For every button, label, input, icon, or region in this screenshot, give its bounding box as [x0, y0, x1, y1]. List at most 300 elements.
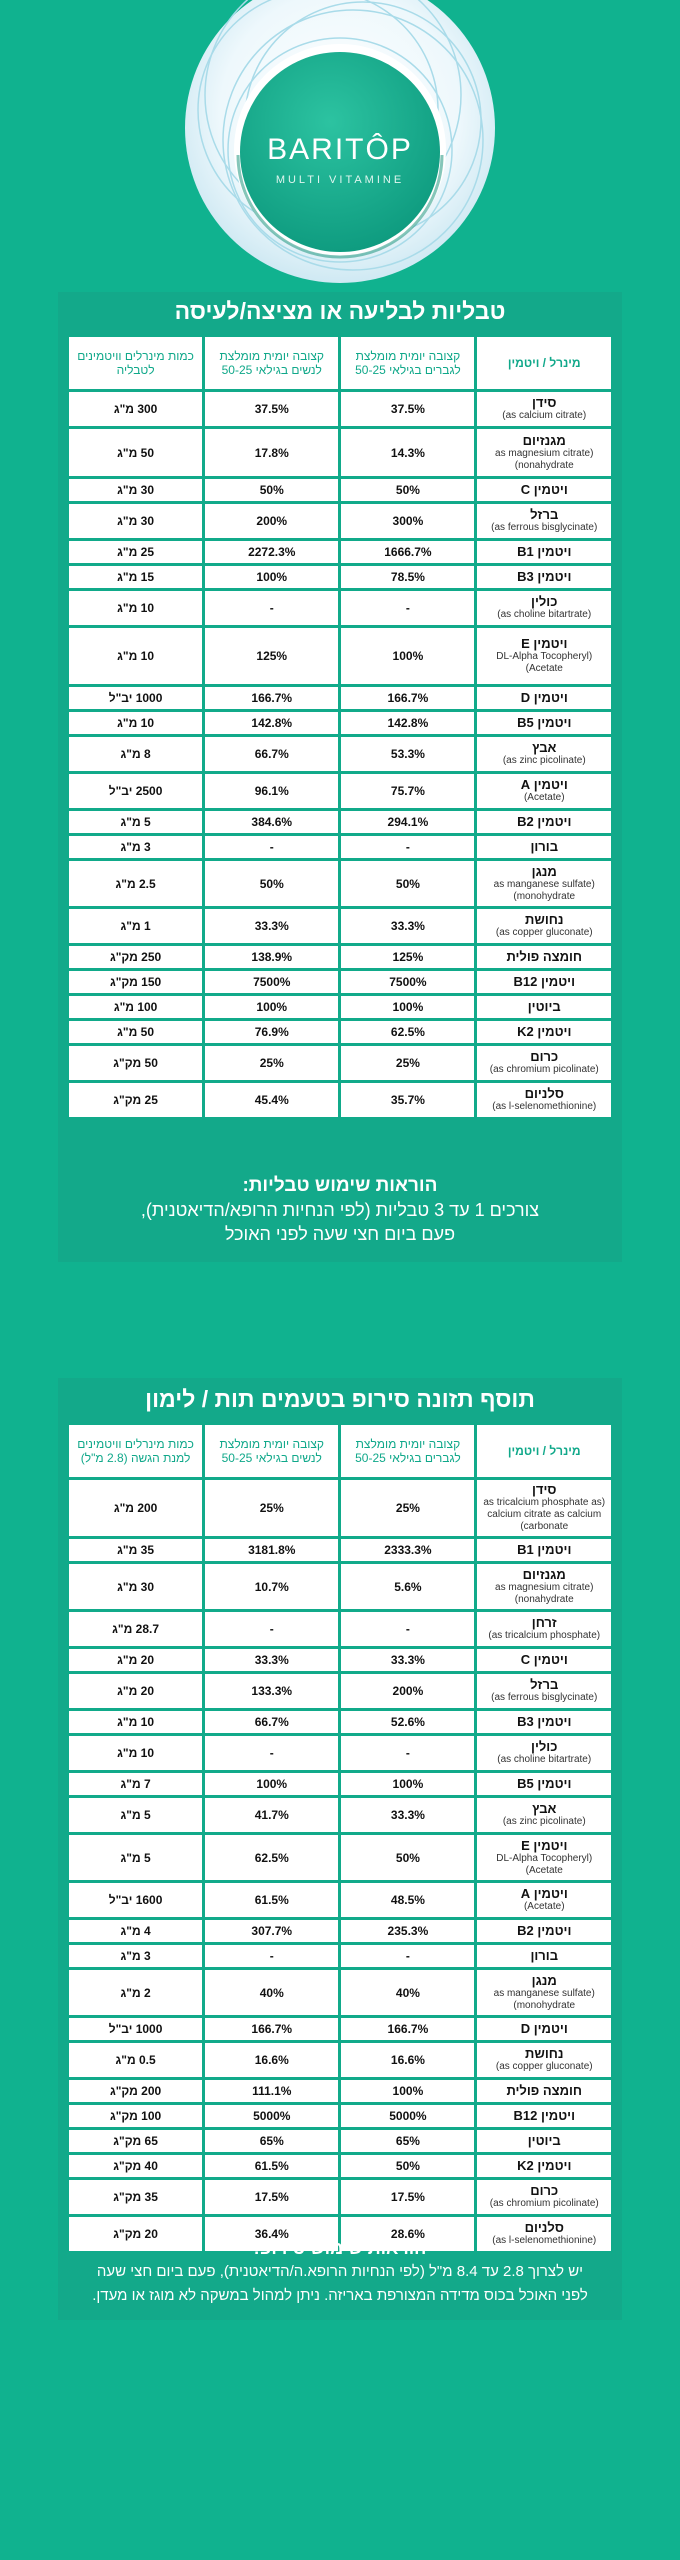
cell-ingredient — [477, 1083, 611, 1117]
tablets-usage-title: הוראות שימוש טבליות: — [242, 1175, 438, 1196]
ingredient-name: סלניום — [524, 2220, 564, 2235]
ingredient-form: (as manganese sulfate monohydrate) — [493, 1987, 595, 2011]
cell-women-rdi: 5000% — [205, 2105, 338, 2127]
cell-amount: 30 מ"ג — [69, 479, 202, 501]
cell-amount: 100 מ"ג — [69, 996, 202, 1018]
cell-women-rdi: 33.3% — [205, 1649, 338, 1671]
cell-women-rdi: 138.9% — [205, 946, 338, 968]
ingredient-name: אבץ — [532, 1801, 557, 1816]
cell-ingredient — [477, 811, 611, 833]
cell-women-rdi: 16.6% — [205, 2043, 338, 2077]
table-row — [69, 392, 611, 426]
cell-men-rdi: 300% — [341, 504, 474, 538]
cell-ingredient — [477, 479, 611, 501]
cell-ingredient — [477, 591, 611, 625]
ingredient-form: (as choline bitartrate) — [497, 609, 592, 620]
ingredient-name: מגנזיום — [522, 432, 566, 448]
cell-ingredient — [477, 909, 611, 943]
ingredient-form: (as chromium picolinate) — [489, 2198, 599, 2209]
ingredient-name: כולין — [531, 594, 558, 609]
cell-ingredient — [477, 1046, 611, 1080]
table-row — [69, 2130, 611, 2152]
ingredient-form: (DL-Alpha Tocopheryl Acetate) — [496, 651, 593, 674]
brand-tagline: MULTI VITAMINE — [275, 174, 405, 186]
cell-ingredient — [477, 687, 611, 709]
cell-amount: 30 מ"ג — [69, 1564, 202, 1609]
table-row — [69, 1773, 611, 1795]
cell-amount: 1600 יב"ל — [69, 1883, 202, 1917]
syrup-usage-line1: יש לצרוך 2.8 עד 8.4 מ"ל (לפי הנחיות הרופא.ה/הדיאטנית), פעם ביום חצי שעה — [96, 2263, 584, 2280]
cell-ingredient — [477, 1798, 611, 1832]
cell-amount: 28.7 מ"ג — [69, 1612, 202, 1646]
cell-ingredient — [477, 1674, 611, 1708]
cell-women-rdi: 65% — [205, 2130, 338, 2152]
cell-men-rdi: - — [341, 836, 474, 858]
cell-ingredient — [477, 836, 611, 858]
cell-ingredient — [477, 1564, 611, 1609]
cell-women-rdi: 25% — [205, 1046, 338, 1080]
table-row — [69, 429, 611, 476]
col-header-amount: כמות מינרלים וויטמינים לטבליה — [69, 337, 202, 389]
ingredient-name: ויטמין K2 — [517, 1024, 572, 1039]
cell-ingredient — [477, 1480, 611, 1536]
cell-ingredient — [477, 1970, 611, 2015]
cell-men-rdi: 5000% — [341, 2105, 474, 2127]
ingredient-name: מגנזיום — [522, 1566, 566, 1582]
cell-men-rdi: 100% — [341, 996, 474, 1018]
cell-ingredient — [477, 712, 611, 734]
ingredient-name: ויטמין B2 — [517, 1923, 572, 1938]
cell-women-rdi: 100% — [205, 1773, 338, 1795]
cell-men-rdi: 28.6% — [341, 2217, 474, 2251]
cell-amount: 10 מ"ג — [69, 712, 202, 734]
cell-amount: 35 מק"ג — [69, 2180, 202, 2214]
cell-amount: 250 מק"ג — [69, 946, 202, 968]
cell-women-rdi: 166.7% — [205, 2018, 338, 2040]
cell-men-rdi: 50% — [341, 1835, 474, 1880]
table-row — [69, 909, 611, 943]
cell-men-rdi: 100% — [341, 628, 474, 684]
cell-women-rdi: - — [205, 1736, 338, 1770]
ingredient-name: ויטמין B3 — [517, 1714, 572, 1729]
cell-men-rdi: 200% — [341, 1674, 474, 1708]
cell-ingredient — [477, 628, 611, 684]
tablets-section — [58, 292, 622, 1262]
cell-amount: 50 מק"ג — [69, 1046, 202, 1080]
ingredient-name: ויטמין B1 — [517, 1542, 572, 1557]
cell-men-rdi: 142.8% — [341, 712, 474, 734]
table-row — [69, 861, 611, 906]
table-row — [69, 2180, 611, 2214]
table-row — [69, 1083, 611, 1117]
table-row — [69, 2105, 611, 2127]
table-row — [69, 2043, 611, 2077]
cell-women-rdi: 66.7% — [205, 737, 338, 771]
ingredient-form: (as zinc picolinate) — [502, 1816, 586, 1827]
table-row — [69, 541, 611, 563]
cell-men-rdi: 53.3% — [341, 737, 474, 771]
cell-men-rdi: 78.5% — [341, 566, 474, 588]
cell-women-rdi: 166.7% — [205, 687, 338, 709]
ingredient-name: מנגן — [531, 1972, 557, 1988]
cell-women-rdi: 200% — [205, 504, 338, 538]
ingredient-name: אבץ — [532, 740, 557, 755]
table-row — [69, 1970, 611, 2015]
cell-women-rdi: 50% — [205, 479, 338, 501]
table-row — [69, 1021, 611, 1043]
cell-women-rdi: 17.8% — [205, 429, 338, 476]
cell-women-rdi: 100% — [205, 566, 338, 588]
ingredient-name: כולין — [531, 1739, 558, 1754]
cell-women-rdi: 96.1% — [205, 774, 338, 808]
cell-amount: 10 מ"ג — [69, 1736, 202, 1770]
cell-amount: 300 מ"ג — [69, 392, 202, 426]
cell-women-rdi: 17.5% — [205, 2180, 338, 2214]
ingredient-name: ויטמין B5 — [517, 715, 572, 730]
cell-women-rdi: 7500% — [205, 971, 338, 993]
ingredient-name: מנגן — [531, 863, 557, 879]
cell-women-rdi: 50% — [205, 861, 338, 906]
cell-ingredient — [477, 2080, 611, 2102]
cell-women-rdi: 61.5% — [205, 2155, 338, 2177]
table-row — [69, 971, 611, 993]
cell-women-rdi: 142.8% — [205, 712, 338, 734]
ingredient-form: (as copper gluconate) — [495, 2061, 593, 2072]
cell-ingredient — [477, 1021, 611, 1043]
table-row — [69, 2155, 611, 2177]
ingredient-name: ביוטין — [527, 999, 561, 1014]
ingredient-name: ויטמין B3 — [517, 569, 572, 584]
cell-ingredient — [477, 2018, 611, 2040]
cell-ingredient — [477, 2155, 611, 2177]
cell-men-rdi: 166.7% — [341, 2018, 474, 2040]
ingredient-name: ויטמין B1 — [517, 544, 572, 559]
cell-amount: 20 מ"ג — [69, 1674, 202, 1708]
cell-ingredient — [477, 861, 611, 906]
cell-women-rdi: 10.7% — [205, 1564, 338, 1609]
syrup-section — [58, 1378, 622, 2320]
tablets-usage — [58, 1174, 622, 1246]
cell-men-rdi: 33.3% — [341, 909, 474, 943]
table-row — [69, 1835, 611, 1880]
cell-women-rdi: - — [205, 591, 338, 625]
ingredient-name: ויטמין C — [520, 482, 568, 497]
cell-amount: 25 מק"ג — [69, 1083, 202, 1117]
table-row — [69, 2080, 611, 2102]
table-row — [69, 628, 611, 684]
ingredient-name: נחושת — [525, 912, 564, 927]
cell-ingredient — [477, 1736, 611, 1770]
table-row — [69, 737, 611, 771]
table-row — [69, 836, 611, 858]
cell-ingredient — [477, 2043, 611, 2077]
cell-women-rdi: - — [205, 836, 338, 858]
cell-men-rdi: 37.5% — [341, 392, 474, 426]
cell-amount: 50 מ"ג — [69, 429, 202, 476]
col-header-men: קצובה יומית מומלצת לגברים בגילאי 50-25 — [341, 337, 474, 389]
ingredient-form: (as manganese sulfate monohydrate) — [493, 878, 595, 902]
col-header-ingredient: מינרל / ויטמין — [477, 337, 611, 389]
table-row — [69, 591, 611, 625]
col-header-men: קצובה יומית מומלצת לגברים בגילאי 50-25 — [341, 1425, 474, 1477]
cell-amount: 3 מ"ג — [69, 836, 202, 858]
cell-amount: 0.5 מ"ג — [69, 2043, 202, 2077]
ingredient-name: ויטמין C — [520, 1652, 568, 1667]
table-row — [69, 1883, 611, 1917]
cell-women-rdi: 37.5% — [205, 392, 338, 426]
cell-amount: 50 מ"ג — [69, 1021, 202, 1043]
table-row — [69, 1539, 611, 1561]
cell-amount: 8 מ"ג — [69, 737, 202, 771]
cell-amount: 200 מ"ג — [69, 1480, 202, 1536]
ingredient-form: (as chromium picolinate) — [489, 1064, 599, 1075]
cell-men-rdi: 50% — [341, 2155, 474, 2177]
cell-amount: 100 מק"ג — [69, 2105, 202, 2127]
table-row — [69, 504, 611, 538]
ingredient-name: ויטמין B12 — [513, 974, 576, 989]
ingredient-name: ויטמין K2 — [517, 2158, 572, 2173]
cell-women-rdi: 25% — [205, 1480, 338, 1536]
cell-men-rdi: 125% — [341, 946, 474, 968]
cell-men-rdi: 50% — [341, 479, 474, 501]
cell-ingredient — [477, 2180, 611, 2214]
cell-women-rdi: 111.1% — [205, 2080, 338, 2102]
cell-women-rdi: 3181.8% — [205, 1539, 338, 1561]
syrup-usage — [58, 2236, 622, 2308]
tablets-usage-line1: צורכים 1 עד 3 טבליות (לפי הנחיות הרופא/הדיאטנית), — [140, 1200, 540, 1220]
table-row — [69, 1046, 611, 1080]
cell-ingredient — [477, 996, 611, 1018]
cell-men-rdi: - — [341, 1612, 474, 1646]
ingredient-name: סידן — [531, 395, 557, 410]
cell-ingredient — [477, 1883, 611, 1917]
cell-ingredient — [477, 737, 611, 771]
cell-men-rdi: 5.6% — [341, 1564, 474, 1609]
cell-men-rdi: 7500% — [341, 971, 474, 993]
ingredient-form: (as magnesium citrate nonahydrate) — [495, 1581, 594, 1605]
cell-amount: 5 מ"ג — [69, 1798, 202, 1832]
cell-amount: 65 מק"ג — [69, 2130, 202, 2152]
cell-men-rdi: - — [341, 1736, 474, 1770]
ingredient-name: ויטמין B2 — [517, 814, 572, 829]
ingredient-form: (as zinc picolinate) — [502, 755, 586, 766]
cell-men-rdi: 33.3% — [341, 1649, 474, 1671]
cell-women-rdi: 61.5% — [205, 1883, 338, 1917]
cell-men-rdi: 33.3% — [341, 1798, 474, 1832]
cell-amount: 25 מ"ג — [69, 541, 202, 563]
cell-women-rdi: 62.5% — [205, 1835, 338, 1880]
cell-amount: 5 מ"ג — [69, 811, 202, 833]
table-row — [69, 687, 611, 709]
cell-men-rdi: 1666.7% — [341, 541, 474, 563]
ingredient-name: ברזל — [530, 1677, 559, 1692]
cell-ingredient — [477, 971, 611, 993]
ingredient-name: ויטמין A — [520, 1886, 568, 1901]
cell-women-rdi: 2272.3% — [205, 541, 338, 563]
cell-men-rdi: 100% — [341, 1773, 474, 1795]
tablets-title: טבליות לבליעה או מציצה/לעיסה — [174, 298, 506, 324]
cell-women-rdi: 125% — [205, 628, 338, 684]
cell-ingredient — [477, 1711, 611, 1733]
tablets-usage-line2: פעם ביום חצי שעה לפני האוכל — [224, 1224, 456, 1244]
cell-men-rdi: 14.3% — [341, 429, 474, 476]
cell-amount: 5 מ"ג — [69, 1835, 202, 1880]
cell-ingredient — [477, 1773, 611, 1795]
cell-amount: 20 מ"ג — [69, 1649, 202, 1671]
cell-women-rdi: 40% — [205, 1970, 338, 2015]
ingredient-form: (as copper gluconate) — [495, 927, 593, 938]
cell-women-rdi: 133.3% — [205, 1674, 338, 1708]
cell-ingredient — [477, 946, 611, 968]
cell-amount: 1000 יב"ל — [69, 687, 202, 709]
cell-amount: 4 מ"ג — [69, 1920, 202, 1942]
ingredient-form: (DL-Alpha Tocopheryl Acetate) — [496, 1852, 593, 1876]
cell-amount: 10 מ"ג — [69, 628, 202, 684]
ingredient-name: ויטמין E — [521, 636, 568, 651]
ingredient-form: (Acetate) — [523, 1901, 565, 1912]
cell-men-rdi: 62.5% — [341, 1021, 474, 1043]
table-row — [69, 1480, 611, 1536]
ingredient-name: ויטמין A — [520, 777, 568, 792]
cell-amount: 7 מ"ג — [69, 1773, 202, 1795]
tablets-nutrition-table — [66, 334, 614, 1120]
cell-women-rdi: 45.4% — [205, 1083, 338, 1117]
cell-ingredient — [477, 1539, 611, 1561]
ingredient-name: ויטמין D — [520, 690, 568, 705]
cell-amount: 150 מק"ג — [69, 971, 202, 993]
table-row — [69, 2018, 611, 2040]
syrup-nutrition-table — [66, 1422, 614, 2254]
cell-men-rdi: 75.7% — [341, 774, 474, 808]
cell-ingredient — [477, 1945, 611, 1967]
cell-men-rdi: 166.7% — [341, 687, 474, 709]
cell-men-rdi: 294.1% — [341, 811, 474, 833]
ingredient-form: (as l-selenomethionine) — [492, 2235, 597, 2246]
cell-ingredient — [477, 566, 611, 588]
ingredient-form: (as calcium citrate) — [502, 410, 587, 421]
cell-men-rdi: 35.7% — [341, 1083, 474, 1117]
cell-women-rdi: 76.9% — [205, 1021, 338, 1043]
ingredient-form: (as ferrous bisglycinate) — [491, 1692, 598, 1703]
ingredient-name: כרום — [530, 1049, 559, 1064]
ingredient-form: (as choline bitartrate) — [497, 1754, 592, 1765]
table-row — [69, 1945, 611, 1967]
col-header-women: קצובה יומית מומלצת לנשים בגילאי 50-25 — [205, 337, 338, 389]
ingredient-name: ויטמין B12 — [513, 2108, 576, 2123]
cell-men-rdi: 16.6% — [341, 2043, 474, 2077]
table-row — [69, 1736, 611, 1770]
cell-men-rdi: 17.5% — [341, 2180, 474, 2214]
cell-amount: 1 מ"ג — [69, 909, 202, 943]
syrup-title: תוסף תזונה סירופ בטעמים תות / לימון — [145, 1386, 535, 1412]
cell-women-rdi: - — [205, 1945, 338, 1967]
cell-amount: 3 מ"ג — [69, 1945, 202, 1967]
cell-men-rdi: 25% — [341, 1480, 474, 1536]
cell-ingredient — [477, 2130, 611, 2152]
cell-men-rdi: 25% — [341, 1046, 474, 1080]
ingredient-form: (as tricalcium phosphate as calcium citrate as calcium carbonate) — [483, 1497, 606, 1532]
ingredient-name: סידן — [531, 1482, 557, 1497]
cell-amount: 20 מק"ג — [69, 2217, 202, 2251]
tablets-header-row — [69, 337, 611, 389]
cell-men-rdi: 40% — [341, 1970, 474, 2015]
table-row — [69, 566, 611, 588]
table-row — [69, 712, 611, 734]
ingredient-form: (as tricalcium phosphate) — [488, 1630, 601, 1641]
cell-amount: 200 מק"ג — [69, 2080, 202, 2102]
cell-women-rdi: 36.4% — [205, 2217, 338, 2251]
ingredient-name: זרחן — [531, 1615, 557, 1630]
cell-ingredient — [477, 1612, 611, 1646]
brand-logo — [168, 0, 512, 285]
cell-ingredient — [477, 429, 611, 476]
cell-ingredient — [477, 392, 611, 426]
cell-amount: 2.5 מ"ג — [69, 861, 202, 906]
syrup-usage-line2: לפני האוכל בכוס מדידה המצורפת באריזה. ניתן למהול במשקה לא מוגז או מעדן. — [92, 2287, 588, 2304]
cell-amount: 40 מק"ג — [69, 2155, 202, 2177]
ingredient-name: סלניום — [524, 1086, 564, 1101]
cell-ingredient — [477, 1835, 611, 1880]
cell-women-rdi: 66.7% — [205, 1711, 338, 1733]
cell-amount: 15 מ"ג — [69, 566, 202, 588]
table-row — [69, 1674, 611, 1708]
brand-name: BARITÔP — [267, 133, 413, 166]
cell-men-rdi: 50% — [341, 861, 474, 906]
cell-amount: 10 מ"ג — [69, 591, 202, 625]
ingredient-name: ויטמין E — [521, 1837, 568, 1853]
cell-men-rdi: - — [341, 1945, 474, 1967]
cell-ingredient — [477, 504, 611, 538]
cell-amount: 2 מ"ג — [69, 1970, 202, 2015]
ingredient-form: (as ferrous bisglycinate) — [491, 522, 598, 533]
cell-women-rdi: 100% — [205, 996, 338, 1018]
table-row — [69, 946, 611, 968]
cell-women-rdi: - — [205, 1612, 338, 1646]
cell-women-rdi: 307.7% — [205, 1920, 338, 1942]
cell-men-rdi: 100% — [341, 2080, 474, 2102]
table-row — [69, 479, 611, 501]
ingredient-name: כרום — [530, 2183, 559, 2198]
cell-ingredient — [477, 1649, 611, 1671]
cell-amount: 1000 יב"ל — [69, 2018, 202, 2040]
table-row — [69, 996, 611, 1018]
cell-amount: 2500 יב"ל — [69, 774, 202, 808]
syrup-usage-title: הוראות שימוש סירופ: — [253, 2238, 427, 2258]
cell-men-rdi: 52.6% — [341, 1711, 474, 1733]
table-row — [69, 1649, 611, 1671]
table-row — [69, 1711, 611, 1733]
ingredient-form: (as l-selenomethionine) — [492, 1101, 597, 1112]
cell-men-rdi: 235.3% — [341, 1920, 474, 1942]
syrup-header-row — [69, 1425, 611, 1477]
ingredient-name: בורון — [530, 839, 559, 854]
ingredient-name: בורון — [530, 1948, 559, 1963]
ingredient-name: ויטמין D — [520, 2021, 568, 2036]
ingredient-form: (as magnesium citrate nonahydrate) — [495, 447, 594, 471]
table-row — [69, 774, 611, 808]
cell-men-rdi: - — [341, 591, 474, 625]
cell-ingredient — [477, 774, 611, 808]
table-row — [69, 1612, 611, 1646]
col-header-women: קצובה יומית מומלצת לנשים בגילאי 50-25 — [205, 1425, 338, 1477]
col-header-ingredient: מינרל / ויטמין — [477, 1425, 611, 1477]
cell-men-rdi: 48.5% — [341, 1883, 474, 1917]
ingredient-name: חומצה פולית — [506, 2083, 583, 2098]
table-row — [69, 1798, 611, 1832]
ingredient-name: ברזל — [530, 507, 559, 522]
cell-women-rdi: 384.6% — [205, 811, 338, 833]
table-row — [69, 1564, 611, 1609]
